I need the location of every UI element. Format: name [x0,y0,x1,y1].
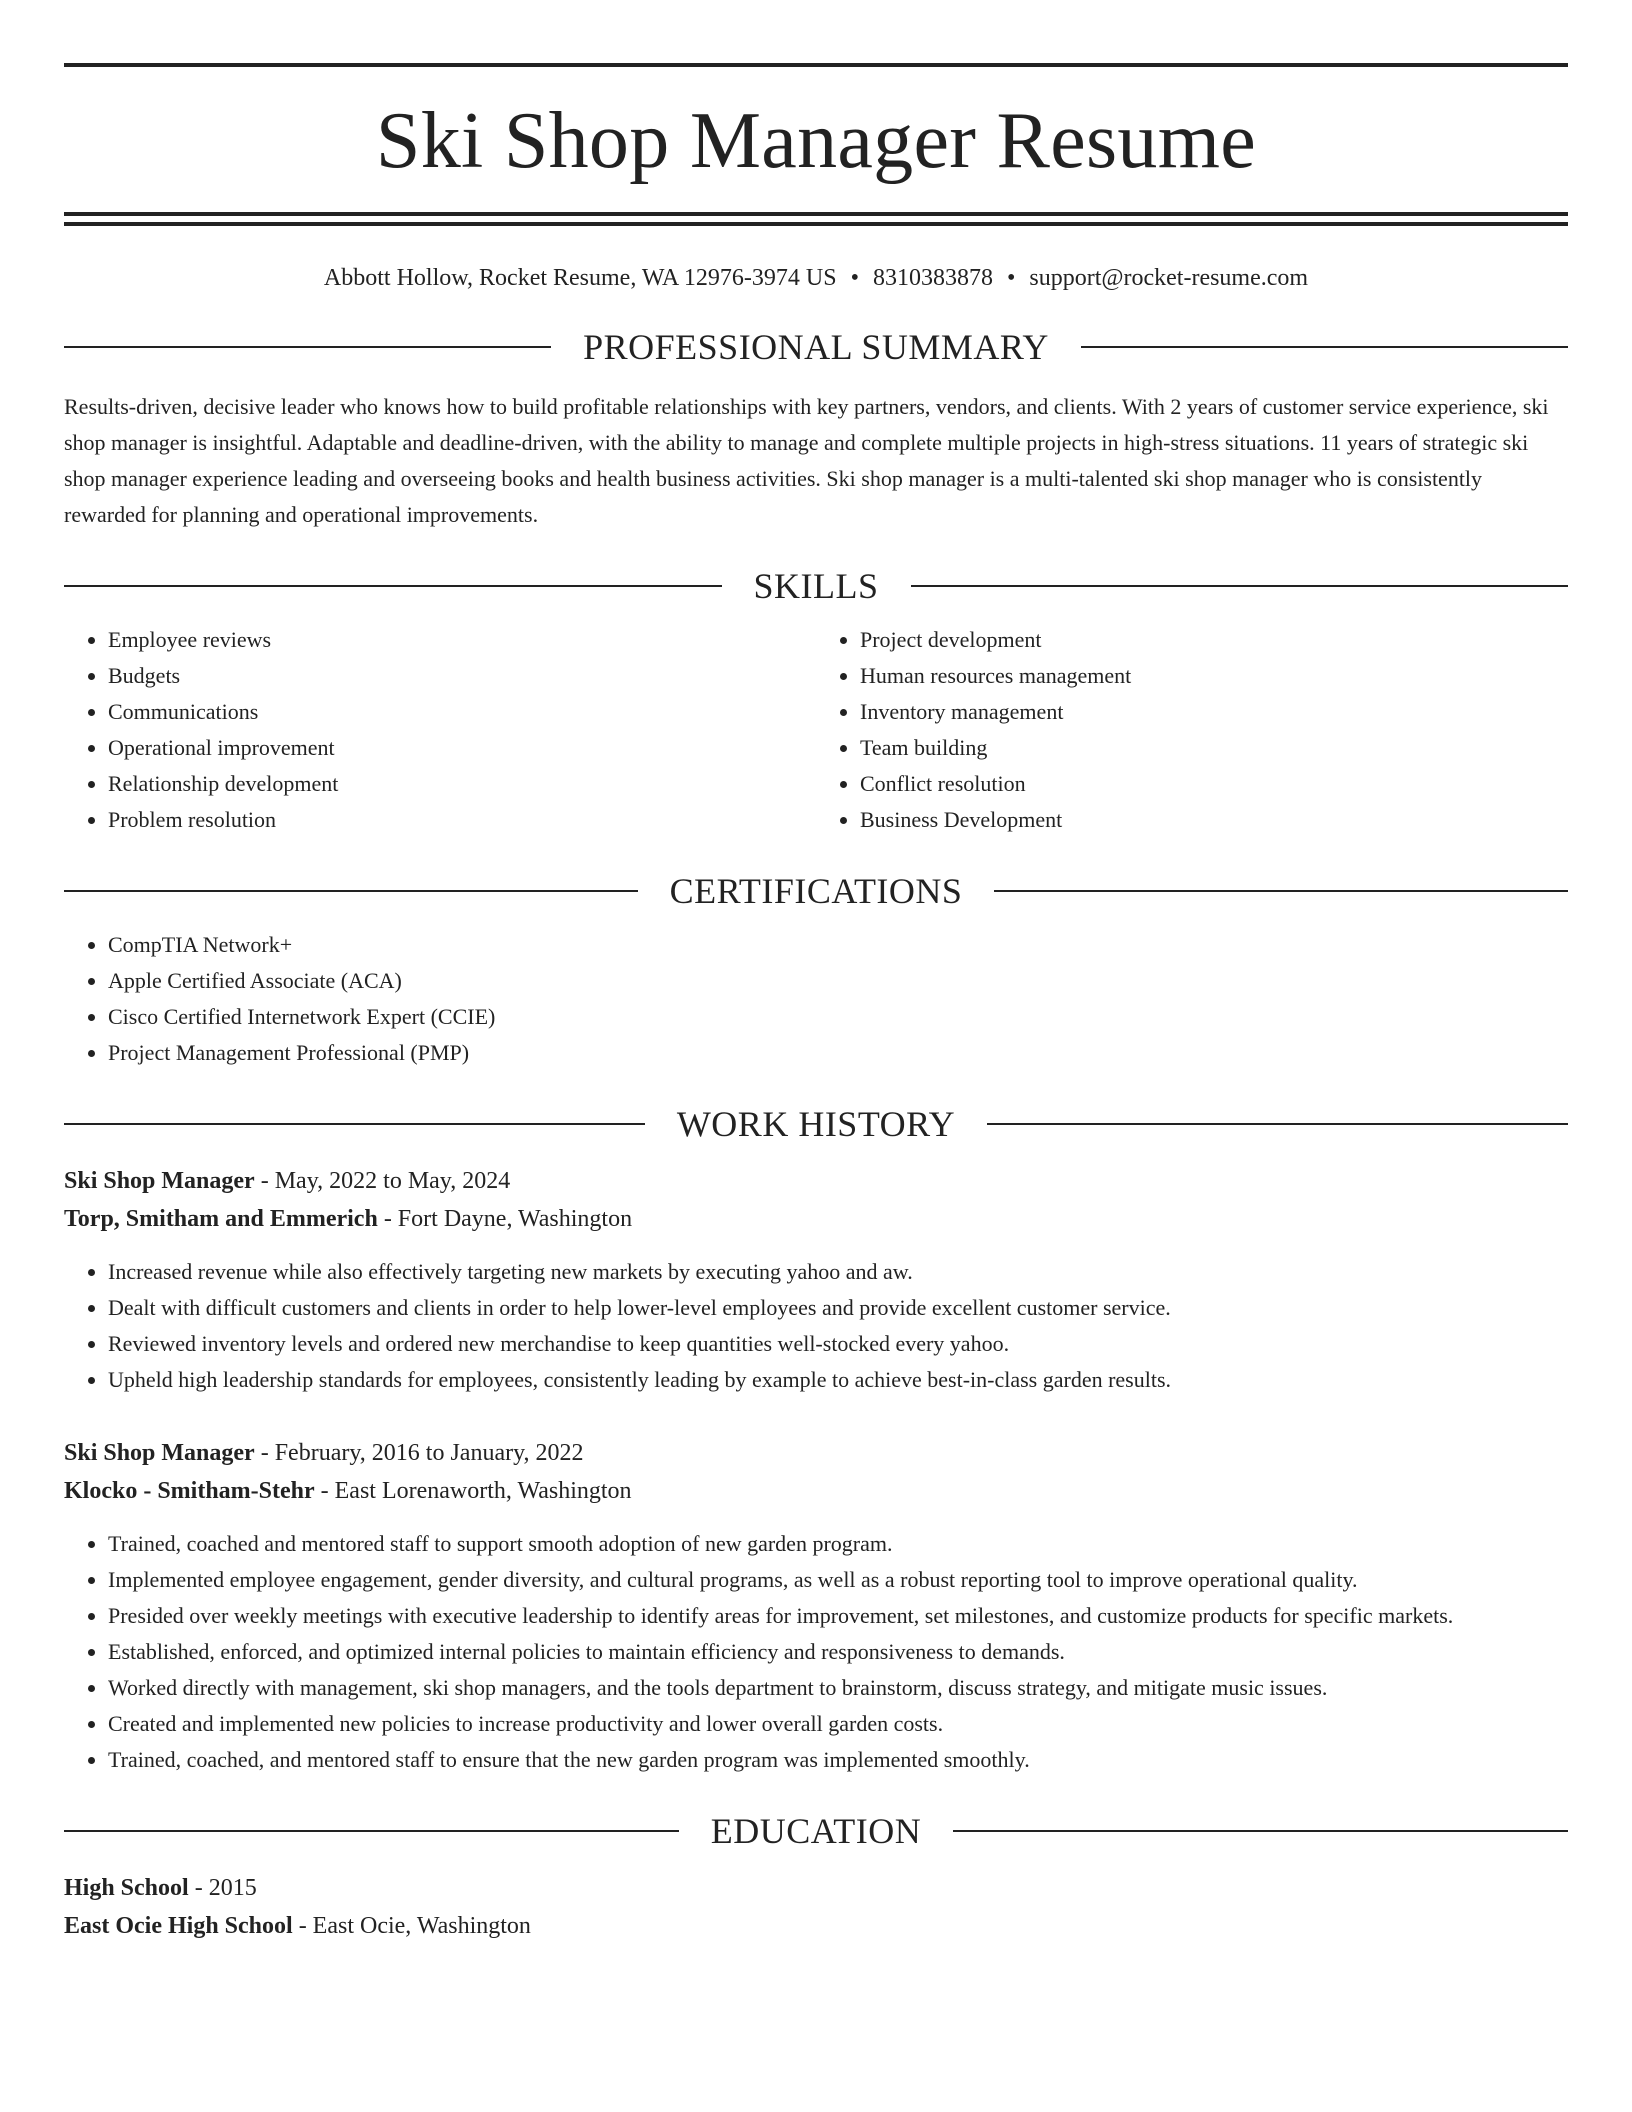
job-title-line [64,1162,1568,1200]
skill-item: • Communications [108,694,816,730]
certification-item: • Cisco Certified Internetwork Expert (CCIE) [108,999,1568,1035]
job-company: Torp, Smitham and Emmerich [64,1206,378,1232]
section-heading-summary [64,325,1568,369]
summary-text: Results-driven, decisive leader who knows how to build profitable relationships with key partners, vendors, and clients. With 2 years of customer service experience, ski shop manager is insightful. Adaptable and deadline-driven, with the ability to manage and complete multiple projects in high-stress situations. 11 years of strategic ski shop manager experience leading and overseeing books and health business activities. Ski shop manager is a multi-talented ski shop manager who is consistently rewarded for planning and operational improvements. [64,394,1549,527]
section-title: PROFESSIONAL SUMMARY [583,327,1049,367]
job-bullet: • Worked directly with management, ski shop managers, and the tools department to brainstorm, discuss strategy, and mitigate music issues. [108,1670,1568,1706]
skill-item: • Problem resolution [108,802,816,838]
skill-item: • Inventory management [860,694,1568,730]
job-company-line [64,1200,1568,1238]
job-title: Ski Shop Manager [64,1168,255,1194]
top-rule [64,63,1568,67]
divider [987,1123,1568,1125]
skill-item: • Team building [860,730,1568,766]
job-company: Klocko - Smitham-Stehr [64,1478,315,1504]
contact-line [64,262,1568,294]
job-bullet: • Implemented employee engagement, gender diversity, and cultural programs, as well as a robust reporting tool to improve operational quality. [108,1562,1568,1598]
skill-item: • Business Development [860,802,1568,838]
contact-separator: • [1006,265,1016,291]
job-entry [64,1162,1568,1398]
job-dates: - February, 2016 to January, 2022 [254,1440,584,1466]
education-location: - East Ocie, Washington [292,1913,531,1939]
certification-item: • Project Management Professional (PMP) [108,1035,1568,1071]
job-dates: - May, 2022 to May, 2024 [254,1168,511,1194]
job-bullet: • Increased revenue while also effectively targeting new markets by executing yahoo and aw. [108,1254,1568,1290]
job-bullet: • Reviewed inventory levels and ordered new merchandise to keep quantities well-stocked every yahoo. [108,1326,1568,1362]
education-degree-line [64,1869,1568,1907]
contact-email: support@rocket-resume.com [1029,265,1309,291]
job-entry [64,1434,1568,1778]
section-title: CERTIFICATIONS [669,871,963,911]
divider [1081,346,1568,348]
job-bullet: • Trained, coached and mentored staff to support smooth adoption of new garden program. [108,1526,1568,1562]
section-title: EDUCATION [710,1811,922,1851]
certifications-list [64,927,1568,1071]
job-bullet: • Dealt with difficult customers and clients in order to help lower-level employees and provide excellent customer service. [108,1290,1568,1326]
job-location: - Fort Dayne, Washington [377,1206,633,1232]
contact-separator: • [850,265,859,291]
resume-title: Ski Shop Manager Resume [375,97,1257,185]
skill-item: • Operational improvement [108,730,816,766]
contact-phone: 8310383878 [872,265,993,291]
skills-list-right [816,622,1568,838]
contact-address: Abbott Hollow, Rocket Resume, WA 12976-3974 US [323,265,837,291]
section-heading-skills [64,564,1568,608]
education-year: - 2015 [188,1875,257,1901]
skill-item: • Employee reviews [108,622,816,658]
certification-item: • Apple Certified Associate (ACA) [108,963,1568,999]
divider [953,1830,1568,1832]
section-heading-certifications [64,869,1568,913]
job-bullets [64,1526,1568,1778]
section-title: SKILLS [753,566,879,606]
section-heading-work [64,1102,1568,1146]
divider [994,890,1568,892]
section-title: WORK HISTORY [676,1104,956,1144]
job-title-line [64,1434,1568,1472]
job-bullet: • Presided over weekly meetings with executive leadership to identify areas for improvement, set milestones, and customize products for specific markets. [108,1598,1568,1634]
job-bullet: • Created and implemented new policies to increase productivity and lower overall garden costs. [108,1706,1568,1742]
divider [64,1830,679,1832]
divider [64,1123,645,1125]
divider [64,585,722,587]
divider [64,346,551,348]
skill-item: • Human resources management [860,658,1568,694]
title-double-rule [64,212,1568,226]
job-title: Ski Shop Manager [64,1440,255,1466]
education-degree: High School [64,1875,189,1901]
job-bullet: • Established, enforced, and optimized internal policies to maintain efficiency and responsiveness to demands. [108,1634,1568,1670]
skill-item: • Conflict resolution [860,766,1568,802]
divider [64,890,638,892]
section-heading-education [64,1809,1568,1853]
skills-list-left [64,622,816,838]
job-bullet: • Trained, coached, and mentored staff to ensure that the new garden program was implemented smoothly. [108,1742,1568,1778]
education-school: East Ocie High School [64,1913,293,1939]
job-bullet: • Upheld high leadership standards for employees, consistently leading by example to achieve best-in-class garden results. [108,1362,1568,1398]
skill-item: • Project development [860,622,1568,658]
job-location: - East Lorenaworth, Washington [314,1478,632,1504]
education-entry [64,1869,1568,1945]
job-company-line [64,1472,1568,1510]
skill-item: • Budgets [108,658,816,694]
divider [911,585,1569,587]
job-bullets [64,1254,1568,1398]
skill-item: • Relationship development [108,766,816,802]
skills-grid [64,608,1568,838]
education-school-line [64,1907,1568,1945]
certification-item: • CompTIA Network+ [108,927,1568,963]
